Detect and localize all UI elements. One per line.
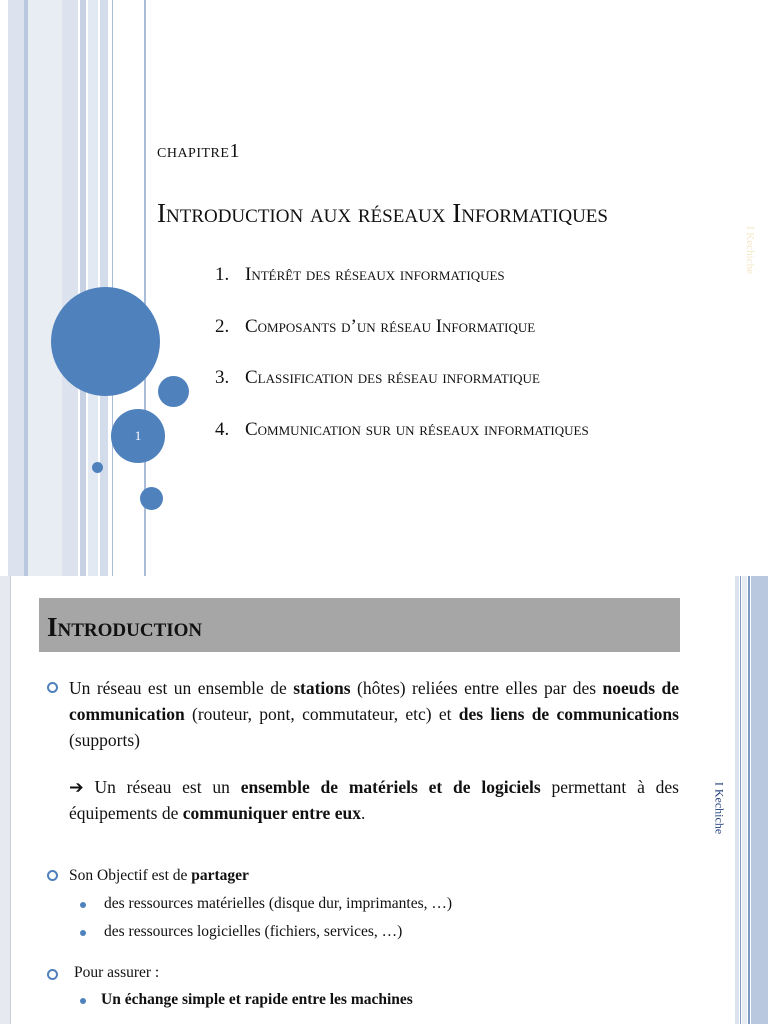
decorative-circle-tiny: [92, 462, 103, 473]
slide-title: Introduction: [47, 612, 203, 642]
toc-item: 2. Composants d’un réseau Informatique: [215, 316, 536, 337]
bullet-icon: [47, 682, 63, 698]
sub-bullet-icon: [80, 998, 86, 1004]
author-vertical: I Kechiche: [712, 781, 727, 835]
definition-paragraph-2: ➔ Un réseau est un ensemble de matériels et de logiciels permettant à des équipements de communiquer entre eux.: [69, 777, 679, 823]
definition-paragraph: Un réseau est un ensemble de stations (hôtes) reliées entre elles par des noeuds de communication (routeur, pont, commutateur, etc) et des liens de communications (supports): [69, 678, 679, 750]
chapter-label: chapitre1: [157, 140, 240, 162]
decorative-circle-small: [140, 487, 163, 510]
bullet-icon: [47, 969, 63, 985]
left-edge-line: [10, 576, 11, 1024]
sub-bullet-icon: [80, 930, 86, 936]
list-item: Un échange simple et rapide entre les machines: [101, 991, 413, 1008]
toc-item: 1. Intérêt des réseaux informatiques: [215, 264, 505, 285]
list-item: des ressources logicielles (fichiers, services, …): [104, 923, 403, 940]
objective-line: Son Objectif est de partager: [69, 867, 249, 884]
decorative-circle-medium: [158, 376, 189, 407]
arrow-icon: ➔: [69, 777, 84, 797]
decorative-circle-large: [51, 287, 160, 396]
toc-item: 4. Communication sur un réseaux informatiques: [215, 419, 589, 440]
bullet-icon: [47, 870, 63, 886]
left-edge-stripe: [0, 576, 10, 1024]
author-vertical: I Kechiche: [744, 226, 756, 274]
assure-label: Pour assurer :: [74, 964, 160, 981]
slide-title: Introduction aux réseaux Informatiques: [157, 198, 608, 228]
toc-item: 3. Classification des réseau informatique: [215, 367, 540, 388]
decorative-stripes: [8, 0, 148, 576]
sub-bullet-icon: [80, 902, 86, 908]
list-item: des ressources matérielles (disque dur, imprimantes, …): [104, 895, 453, 912]
decorative-stripes-right: [735, 576, 768, 1024]
page-number: 1: [134, 428, 142, 443]
slide-2: [0, 576, 768, 1024]
